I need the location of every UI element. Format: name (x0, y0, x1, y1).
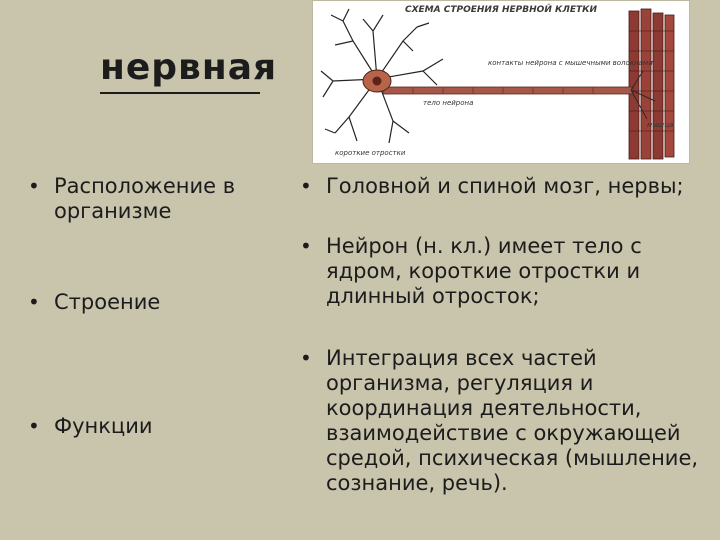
label-contacts: контакты нейрона с мышечными волокнами (488, 59, 653, 67)
left-bullet-structure (28, 290, 278, 315)
figure-title: СХЕМА СТРОЕНИЯ НЕРВНОЙ КЛЕТКИ (404, 5, 597, 15)
right-bullet-functions (300, 346, 705, 496)
left-bullet-functions (28, 414, 278, 439)
left-bullet-text: Расположение в организме (54, 174, 236, 223)
label-dendrites: короткие отростки (335, 149, 406, 157)
label-cell-body: тело нейрона (423, 99, 474, 107)
left-bullet-text: Строение (54, 290, 161, 314)
right-bullet-text: Нейрон (н. кл.) имеет тело с ядром, короткие отростки и длинный отросток; (326, 234, 642, 308)
axon (383, 71, 655, 119)
right-bullet-text: Головной и спиной мозг, нервы; (326, 174, 684, 198)
neuron-drawing (313, 1, 689, 163)
cell-body (363, 70, 391, 92)
slide-title: нервная (100, 47, 278, 88)
right-bullet-structure (300, 234, 660, 309)
bullet-marker: • (300, 234, 312, 258)
bullet-marker: • (300, 346, 312, 370)
neuron-diagram (312, 0, 690, 164)
bullet-marker: • (28, 290, 40, 314)
bullet-marker: • (28, 414, 40, 438)
right-bullet-location (300, 174, 705, 199)
left-bullet-text: Функции (54, 414, 153, 438)
muscle-fibers (629, 9, 674, 159)
bullet-marker: • (28, 174, 40, 198)
label-muscle: мышца (647, 121, 674, 129)
bullet-marker: • (300, 174, 312, 198)
title-underline (100, 92, 260, 94)
right-bullet-text: Интеграция всех частей организма, регуляция и координация деятельности, взаимодействие с окружающей средой, психическая (мышление, сознание, речь). (326, 346, 699, 495)
left-bullet-location (28, 174, 278, 224)
